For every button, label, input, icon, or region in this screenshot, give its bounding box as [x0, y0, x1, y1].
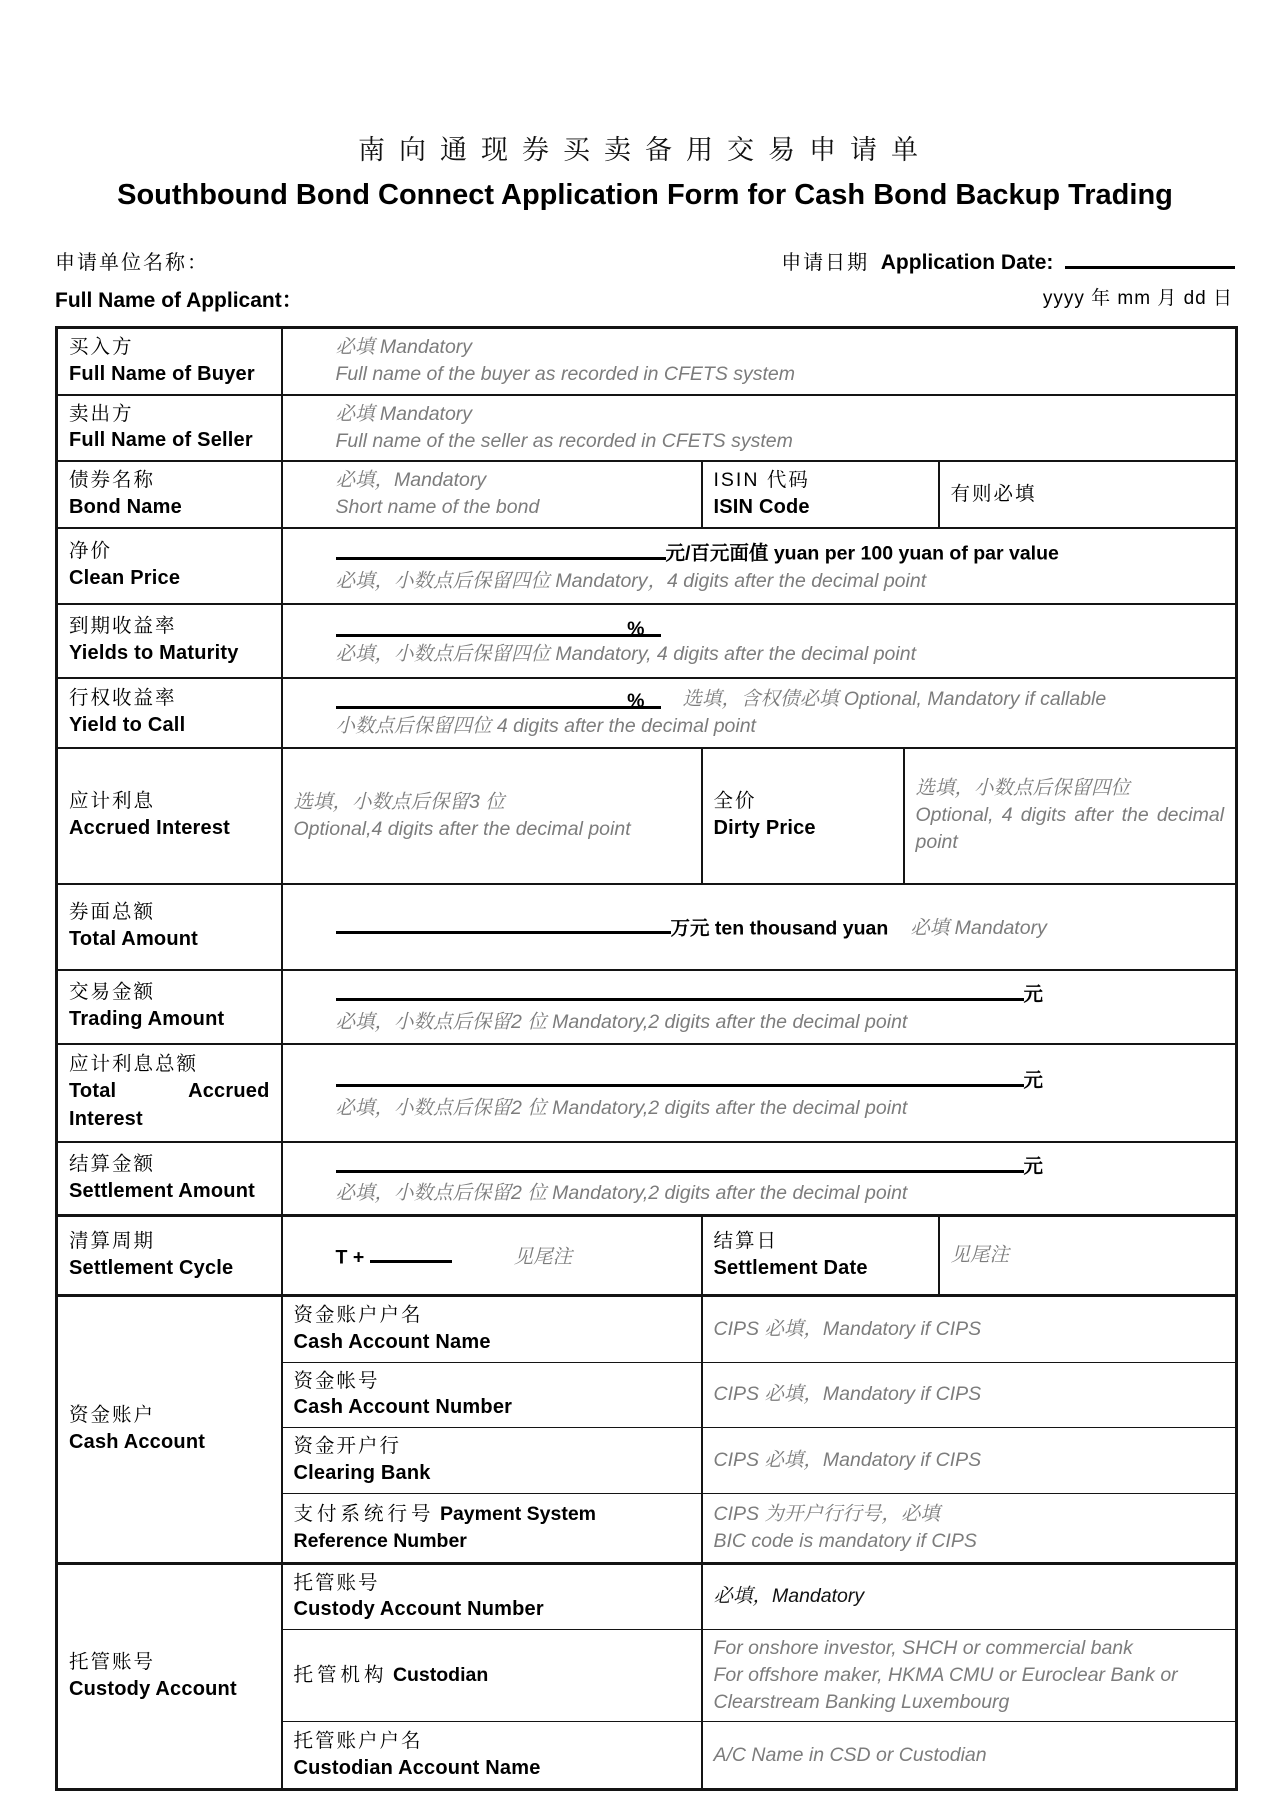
isin-label-zh: ISIN 代码	[713, 469, 810, 491]
ytm-label-zh: 到期收益率	[69, 615, 177, 638]
total-amount-label-en: Total Amount	[69, 928, 199, 951]
payment-system-ref-field: CIPS 为开户行行号，必填 BIC code is mandatory if CIPS	[702, 1493, 1237, 1563]
settlement-amount-unit: 元	[1023, 1155, 1044, 1178]
bond-name-label	[57, 461, 282, 528]
buyer-hint-2: Full name of the buyer as recorded in CFETS system	[335, 363, 796, 386]
seller-label-zh: 卖出方	[69, 402, 134, 425]
total-amount-label-zh: 券面总额	[69, 901, 156, 924]
row-cash-account-name	[57, 1296, 1237, 1363]
total-accrued-label-en-line2: Interest	[69, 1107, 143, 1130]
cash-account-name-label: 资金账户户名 Cash Account Name	[282, 1296, 702, 1363]
isin-note: 有则必填	[950, 482, 1037, 505]
row-accrued-interest	[57, 748, 1237, 884]
buyer-hint-1: 必填 Mandatory	[335, 336, 473, 359]
date-label-en: Application Date:	[880, 251, 1054, 274]
applicant-label-en: Full Name of Applicant：	[55, 289, 303, 312]
trading-amount-field	[282, 970, 1237, 1044]
row-clean-price	[57, 528, 1237, 604]
clean-price-unit: 元/百元面值 yuan per 100 yuan of par value	[665, 542, 1059, 565]
cash-account-group-label	[57, 1296, 282, 1564]
row-trading-amount	[57, 970, 1237, 1044]
total-accrued-label	[57, 1044, 282, 1142]
total-amount-note: 必填 Mandatory	[910, 917, 1047, 940]
custody-account-group-label-zh: 托管账号	[69, 1651, 156, 1673]
applicant-label-zh: 申请单位名称：	[55, 252, 209, 274]
trading-amount-label-zh: 交易金额	[69, 981, 156, 1004]
ytc-label-en: Yield to Call	[69, 714, 186, 737]
buyer-label-en: Full Name of Buyer	[69, 362, 255, 385]
settlement-cycle-prefix: T +	[335, 1246, 365, 1269]
clean-price-label-en: Clean Price	[69, 567, 181, 590]
ytm-label-en: Yields to Maturity	[69, 642, 239, 665]
settlement-amount-label	[57, 1142, 282, 1216]
row-total-accrued-interest	[57, 1044, 1237, 1142]
date-format-hint: yyyy 年 mm 月 dd 日	[1042, 288, 1233, 309]
application-form-table	[55, 326, 1238, 1791]
payment-system-ref-label: 支付系统行号 Payment System Reference Number	[282, 1493, 702, 1563]
custodian-account-name-field: A/C Name in CSD or Custodian	[702, 1722, 1237, 1790]
seller-hint-2: Full name of the seller as recorded in CFETS system	[335, 429, 793, 452]
ytm-fill-line	[336, 614, 661, 640]
custody-account-number-label: 托管账号 Custody Account Number	[282, 1563, 702, 1630]
clean-price-fill-line	[336, 536, 666, 559]
trading-amount-unit: 元	[1023, 983, 1044, 1006]
seller-hint-1: 必填 Mandatory	[335, 402, 473, 425]
ytc-unit: %	[627, 689, 645, 712]
settlement-cycle-label-en: Settlement Cycle	[69, 1257, 234, 1280]
row-bond-name	[57, 461, 1237, 528]
total-amount-label	[57, 884, 282, 970]
isin-label-en: ISIN Code	[713, 495, 810, 518]
accrued-interest-field	[282, 748, 702, 884]
settlement-amount-hint: 必填，小数点后保留2 位 Mandatory,2 digits after the decimal point	[335, 1182, 908, 1205]
form-title-en: Southbound Bond Connect Application Form for Cash Bond Backup Trading	[117, 179, 1173, 211]
form-header	[55, 246, 1235, 314]
ytc-fill-line	[336, 686, 661, 712]
total-accrued-unit: 元	[1023, 1069, 1044, 1092]
settlement-date-label	[702, 1216, 939, 1296]
clearing-bank-field: CIPS 必填，Mandatory if CIPS	[702, 1428, 1237, 1494]
buyer-label	[57, 328, 282, 395]
custody-account-group-label	[57, 1563, 282, 1790]
total-accrued-field	[282, 1044, 1237, 1142]
form-title-zh: 南向通现券买卖备用交易申请单	[358, 135, 932, 165]
row-total-amount	[57, 884, 1237, 970]
cash-account-number-field: CIPS 必填，Mandatory if CIPS	[702, 1362, 1237, 1428]
accrued-interest-hint-zh: 选填，小数点后保留3 位	[293, 790, 505, 813]
total-amount-unit: 万元 ten thousand yuan	[670, 917, 889, 940]
dirty-price-hint-en: Optional, 4 digits after the decimal point	[915, 804, 1225, 853]
bond-name-label-zh: 债券名称	[69, 469, 156, 491]
ytm-hint: 必填，小数点后保留四位 Mandatory, 4 digits after the decimal point	[335, 642, 916, 665]
settlement-amount-field	[282, 1142, 1237, 1216]
settlement-amount-label-zh: 结算金额	[69, 1153, 156, 1175]
application-date-block	[781, 246, 1235, 314]
total-accrued-label-zh: 应计利息总额	[69, 1053, 199, 1076]
ytc-hint: 小数点后保留四位 4 digits after the decimal point	[335, 714, 756, 737]
custody-account-number-field: 必填，Mandatory	[702, 1563, 1237, 1630]
date-label-zh: 申请日期	[781, 252, 870, 274]
clearing-bank-label: 资金开户行 Clearing Bank	[282, 1428, 702, 1494]
custodian-account-name-label: 托管账户户名 Custodian Account Name	[282, 1722, 702, 1790]
dirty-price-label-zh: 全价	[713, 790, 757, 813]
settlement-cycle-fill-line	[370, 1240, 452, 1263]
trading-amount-hint: 必填，小数点后保留2 位 Mandatory,2 digits after the decimal point	[335, 1010, 908, 1033]
isin-field	[939, 461, 1237, 528]
settlement-amount-label-en: Settlement Amount	[69, 1179, 255, 1202]
settlement-date-field	[939, 1216, 1237, 1296]
cash-account-name-field: CIPS 必填，Mandatory if CIPS	[702, 1296, 1237, 1363]
row-custody-account-number	[57, 1563, 1237, 1630]
bond-name-label-en: Bond Name	[69, 495, 182, 518]
settlement-amount-fill-line	[336, 1149, 1024, 1172]
row-settlement-cycle	[57, 1216, 1237, 1296]
row-buyer	[57, 328, 1237, 395]
applicant-name-block	[55, 246, 303, 314]
seller-label	[57, 395, 282, 462]
dirty-price-label	[702, 748, 904, 884]
settlement-cycle-field	[282, 1216, 702, 1296]
clean-price-label	[57, 528, 282, 604]
settlement-date-label-zh: 结算日	[713, 1230, 779, 1253]
row-seller	[57, 395, 1237, 462]
row-ytc	[57, 678, 1237, 748]
settlement-date-note: 见尾注	[950, 1244, 1010, 1267]
trading-amount-label-en: Trading Amount	[69, 1008, 225, 1031]
accrued-interest-label	[57, 748, 282, 884]
custodian-label: 托管机构 Custodian	[282, 1630, 702, 1722]
ytm-field	[282, 604, 1237, 678]
settlement-cycle-label-zh: 清算周期	[69, 1230, 156, 1253]
trading-amount-label	[57, 970, 282, 1044]
ytm-label	[57, 604, 282, 678]
accrued-interest-label-en: Accrued Interest	[69, 817, 231, 840]
clean-price-label-zh: 净价	[69, 540, 113, 563]
ytm-unit: %	[627, 617, 645, 640]
row-settlement-amount	[57, 1142, 1237, 1216]
total-accrued-label-en-line1: Total Accrued	[69, 1080, 270, 1103]
clean-price-hint: 必填，小数点后保留四位 Mandatory，4 digits after the decimal point	[335, 569, 927, 592]
settlement-cycle-label	[57, 1216, 282, 1296]
total-accrued-hint: 必填，小数点后保留2 位 Mandatory,2 digits after the decimal point	[335, 1096, 908, 1119]
seller-field	[282, 395, 1237, 462]
cash-account-group-label-en: Cash Account	[69, 1430, 206, 1453]
ytc-label-zh: 行权收益率	[69, 687, 177, 710]
accrued-interest-hint-en: Optional,4 digits after the decimal point	[293, 817, 631, 840]
dirty-price-field	[904, 748, 1237, 884]
seller-label-en: Full Name of Seller	[69, 429, 253, 452]
total-amount-fill-line	[336, 911, 671, 934]
ytc-label	[57, 678, 282, 748]
settlement-cycle-note: 见尾注	[513, 1246, 573, 1269]
total-accrued-fill-line	[336, 1063, 1024, 1086]
ytc-note: 选填，含权债必填 Optional, Mandatory if callable	[682, 687, 1107, 710]
cash-account-group-label-zh: 资金账户	[69, 1404, 156, 1426]
cash-account-number-label: 资金帐号 Cash Account Number	[282, 1362, 702, 1428]
bond-name-hint-1: 必填，Mandatory	[335, 469, 487, 492]
custody-account-group-label-en: Custody Account	[69, 1677, 237, 1700]
bond-name-field	[282, 461, 702, 528]
buyer-label-zh: 买入方	[69, 336, 134, 358]
accrued-interest-label-zh: 应计利息	[69, 790, 156, 813]
custodian-field: For onshore investor, SHCH or commercial bank For offshore maker, HKMA CMU or Euroclear Bank or Clearstream Banking Luxembourg	[702, 1630, 1237, 1722]
bond-name-hint-2: Short name of the bond	[335, 496, 540, 519]
total-amount-field	[282, 884, 1237, 970]
clean-price-field	[282, 528, 1237, 604]
dirty-price-label-en: Dirty Price	[713, 817, 816, 840]
buyer-field	[282, 328, 1237, 395]
row-ytm	[57, 604, 1237, 678]
settlement-date-label-en: Settlement Date	[713, 1257, 868, 1280]
trading-amount-fill-line	[336, 977, 1024, 1000]
ytc-field	[282, 678, 1237, 748]
isin-label	[702, 461, 939, 528]
date-fill-line	[1065, 246, 1235, 269]
dirty-price-hint-zh: 选填，小数点后保留四位	[915, 777, 1131, 800]
